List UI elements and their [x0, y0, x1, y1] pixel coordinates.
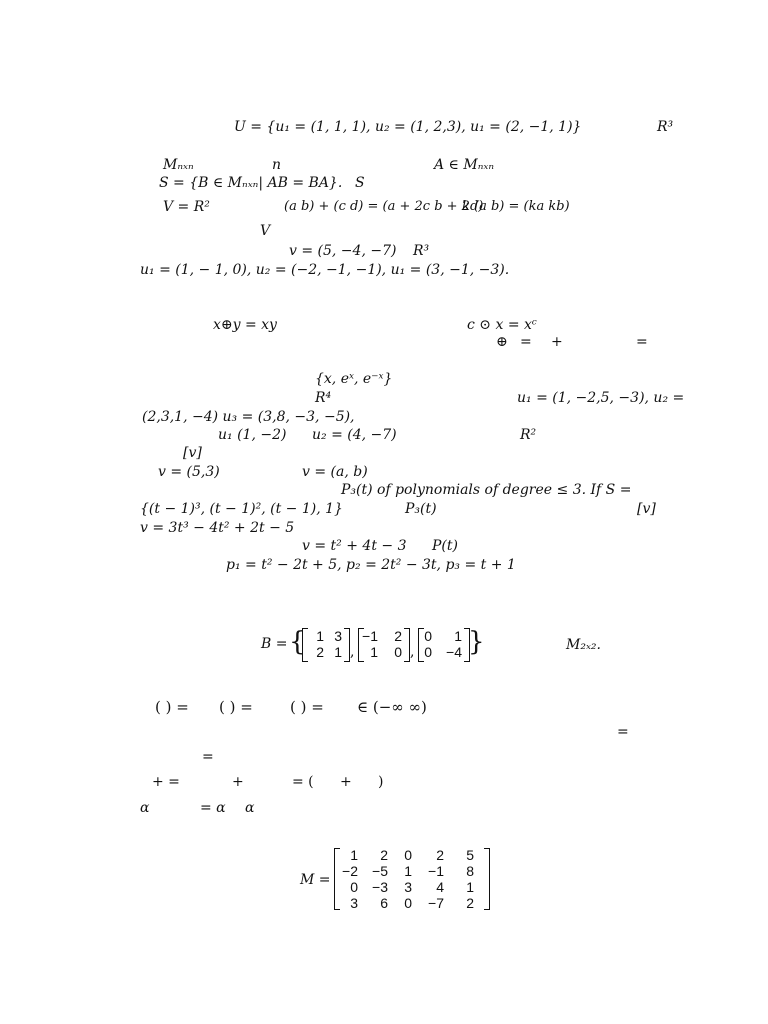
matrix-M-cell: 4 — [436, 879, 444, 895]
plus-sign-2: + — [340, 774, 352, 790]
set-functions: {x, eˣ, e⁻ˣ} — [315, 371, 393, 387]
matrix-2-cell: 1 — [370, 644, 378, 660]
matrix-3-cell: −4 — [446, 644, 462, 660]
interval: ∈ (−∞ ∞) — [357, 698, 427, 716]
matrix-2-cell: −1 — [362, 628, 378, 644]
matrix-M-cell: −1 — [428, 863, 444, 879]
close-paren: ) — [378, 774, 384, 790]
matrix-M-cell: 5 — [466, 847, 474, 863]
coordinate-v-2: [v] — [637, 501, 656, 517]
comma: , — [350, 644, 355, 660]
matrix-M-cell: 0 — [350, 879, 358, 895]
matrix-M-label: M = — [300, 872, 331, 888]
matrix-2-cell: 0 — [394, 644, 402, 660]
space-R3-2: R³ — [413, 243, 430, 259]
basis-matrix-2 — [358, 628, 408, 662]
vector-addition: (a b) + (c d) = (a + 2c b + 2d) — [284, 199, 484, 214]
function-def-1: ( ) = — [155, 698, 189, 716]
matrix-M-cell: 8 — [466, 863, 474, 879]
plus-sign: + — [232, 774, 244, 790]
vector-u1: u₁ (1, −2) — [218, 427, 287, 443]
polynomial-space-line: P₃(t) of polynomials of degree ≤ 3. If S = — [341, 482, 632, 498]
polynomials-p: p₁ = t² − 2t + 5, p₂ = 2t² − 3t, p₃ = t + 1 — [226, 557, 516, 573]
scalar-multiplication: k (a b) = (ka kb) — [462, 199, 570, 214]
matrix-3-cell: 0 — [424, 628, 432, 644]
matrix-1-cell: 1 — [316, 628, 324, 644]
space-R3: R³ — [657, 119, 674, 135]
matrix-1-cell: 3 — [334, 628, 342, 644]
vector-v-ab: v = (a, b) — [302, 464, 368, 480]
matrix-M-cell: −7 — [428, 895, 444, 911]
matrix-M-cell: 2 — [436, 847, 444, 863]
matrix-M-cell: −3 — [372, 879, 388, 895]
matrix-M-cell: 1 — [466, 879, 474, 895]
matrix-2-cell: 2 — [394, 628, 402, 644]
alpha-2: α — [245, 800, 255, 816]
vector-u2: u₂ = (4, −7) — [312, 427, 397, 443]
var-S: S — [355, 175, 365, 191]
matrix-M-cell: 0 — [404, 847, 412, 863]
matrix-A: A ∈ Mₙₓₙ — [434, 157, 495, 173]
symbol-oplus: ⊕ — [496, 334, 508, 350]
symbol-equals-2: = — [636, 334, 648, 350]
equals-alpha: = α — [200, 800, 226, 816]
function-def-2: ( ) = — [219, 698, 253, 716]
alpha: α — [140, 800, 150, 816]
symbol-plus: + — [551, 334, 563, 350]
vector-v: v = (5, −4, −7) — [289, 243, 397, 259]
equals-sign-2: = — [202, 749, 214, 765]
vectors-u1-u2: u₁ = (1, −2,5, −3), u₂ = — [517, 390, 685, 406]
matrix-M-cell: 2 — [466, 895, 474, 911]
equals-sign: = — [617, 724, 629, 740]
matrix-M-cell: 3 — [404, 879, 412, 895]
space-M2x2: M₂ₓ₂. — [566, 637, 601, 653]
vectors-u2-u3: (2,3,1, −4) u₃ = (3,8, −3, −5), — [142, 409, 355, 425]
symbol-equals: = — [520, 334, 532, 350]
vector-v-53: v = (5,3) — [158, 464, 220, 480]
coordinate-v: [v] — [183, 445, 202, 461]
basis-matrix-1 — [302, 628, 348, 662]
operation-oplus: x⊕y = xy — [213, 317, 277, 333]
polynomial-v-2: v = t² + 4t − 3 — [302, 538, 407, 554]
polynomial-v: v = 3t³ − 4t² + 2t − 5 — [140, 520, 295, 536]
comma-2: , — [410, 644, 415, 660]
matrix-M-cell: −2 — [342, 863, 358, 879]
close-brace: } — [468, 627, 485, 657]
space-R2: R² — [520, 427, 537, 443]
var-n: n — [272, 157, 282, 173]
space-R4: R⁴ — [315, 390, 332, 406]
space-P3: P₃(t) — [405, 501, 437, 517]
set-U: U = {u₁ = (1, 1, 1), u₂ = (1, 2,3), u₁ = (2, −1, 1)} — [234, 119, 582, 135]
matrix-M-cell: 2 — [380, 847, 388, 863]
operation-odot: c ⊙ x = xᶜ — [467, 317, 537, 333]
matrix-M-cell: 3 — [350, 895, 358, 911]
matrix-M-cell: 6 — [380, 895, 388, 911]
sum-expression: + = — [152, 774, 180, 790]
vectors-u: u₁ = (1, − 1, 0), u₂ = (−2, −1, −1), u₁ = (3, −1, −3). — [140, 262, 510, 278]
matrix-1-cell: 1 — [334, 644, 342, 660]
matrix-M-cell: 0 — [404, 895, 412, 911]
polynomial-P: P(t) — [432, 538, 458, 554]
function-def-3: ( ) = — [290, 698, 324, 716]
matrix-3-cell: 0 — [424, 644, 432, 660]
matrix-1-cell: 2 — [316, 644, 324, 660]
basis-S: {(t − 1)³, (t − 1)², (t − 1), 1} — [140, 501, 343, 517]
matrix-M — [334, 846, 492, 912]
matrix-space: Mₙₓₙ — [163, 157, 194, 173]
open-brace: { — [289, 627, 306, 657]
space-V: V = R² — [163, 199, 210, 215]
var-V: V — [260, 223, 271, 239]
basis-B-label: B = — [261, 636, 288, 652]
equals-paren: = ( — [292, 774, 314, 790]
matrix-3-cell: 1 — [454, 628, 462, 644]
matrix-M-cell: 1 — [404, 863, 412, 879]
matrix-M-cell: 1 — [350, 847, 358, 863]
basis-matrix-3 — [418, 628, 468, 662]
set-S: S = {B ∈ Mₙₓₙ| AB = BA}. — [159, 175, 343, 191]
matrix-M-cell: −5 — [372, 863, 388, 879]
